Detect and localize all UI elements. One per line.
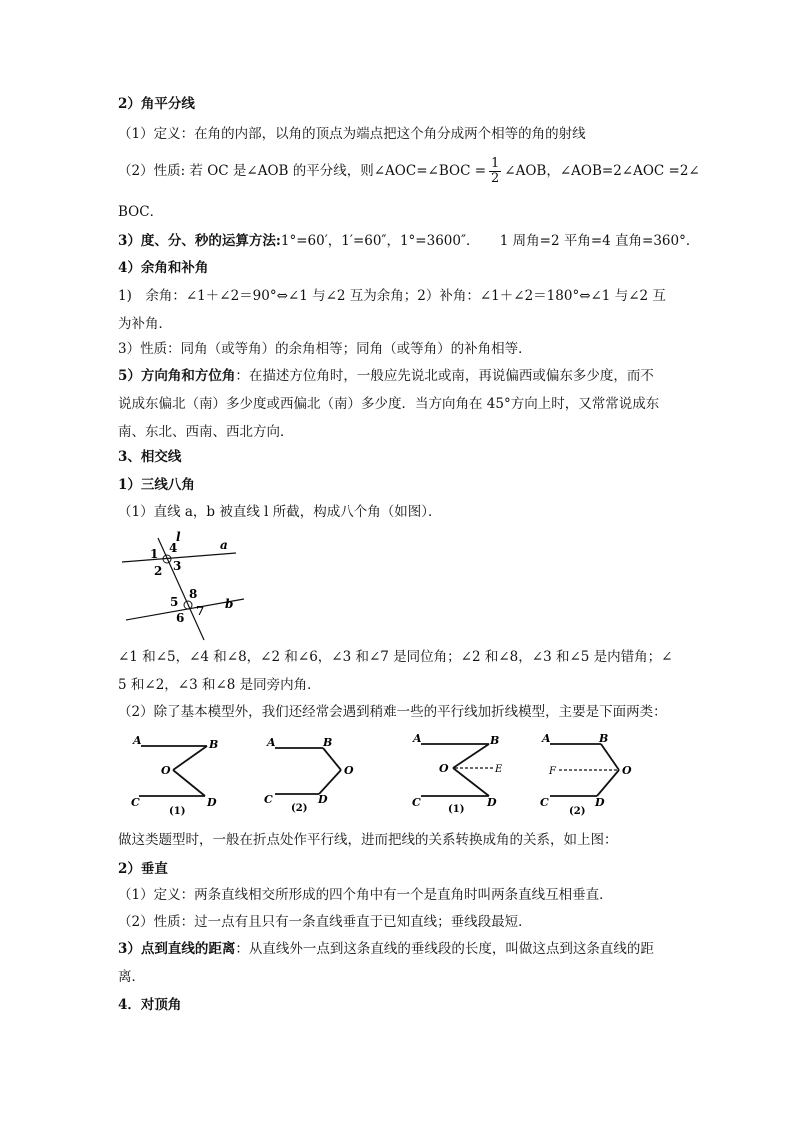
direction-angle-line-2: 说成东偏北（南）多少度或西偏北（南）多少度．当方向角在 45°方向上时，又常常说成东 (118, 396, 660, 412)
section-title-bisector: 2）角平分线 (118, 96, 195, 112)
label-D: D (207, 796, 217, 809)
angle-relations-line-1: ∠1 和∠5，∠4 和∠8，∠2 和∠6，∠3 和∠7 是同位角；∠2 和∠8，∠3 和∠5 是内错角；∠ (118, 649, 673, 665)
angle-label-2: 2 (154, 564, 163, 578)
complementary-property: 3）性质：同角（或等角）的余角相等；同角（或等角）的补角相等． (118, 341, 532, 357)
label-A: A (542, 732, 551, 745)
angle-relations-line-2: 5 和∠2，∠3 和∠8 是同旁内角． (118, 677, 321, 693)
label-C: C (412, 796, 421, 809)
angle-label-6: 6 (176, 611, 185, 625)
direction-angle-line-1 (118, 367, 654, 385)
bisector-definition: （1）定义：在角的内部，以角的顶点为端点把这个角分成两个相等的角的射线 (118, 126, 586, 142)
angle-label-8: 8 (189, 587, 198, 601)
bisector-property (118, 157, 700, 186)
label-B: B (323, 736, 333, 749)
chapter-title-intersecting-lines: 3、相交线 (118, 449, 182, 465)
model-bracket-shape (264, 736, 354, 814)
model-z-shape-auxiliary (412, 732, 503, 815)
degree-conversion-label: 3）度、分、秒的运算方法: (118, 233, 281, 249)
subsection-title-three-lines: 1）三线八角 (118, 477, 195, 493)
model-z-shape (131, 734, 218, 817)
label-l: l (176, 530, 181, 544)
angle-label-5: 5 (170, 595, 179, 609)
label-C: C (131, 796, 140, 809)
caption-2: (2) (569, 806, 586, 817)
label-B: B (599, 732, 609, 745)
label-E: E (495, 764, 503, 775)
section-title-complementary: 4）余角和补角 (118, 260, 209, 276)
degree-conversion (118, 232, 699, 250)
complementary-line-2: 为补角． (118, 316, 172, 332)
bisector-property-text-a: （2）性质: 若 OC 是∠AOB 的平分线，则∠AOC=∠BOC = (118, 163, 486, 179)
angle-label-3: 3 (173, 559, 182, 573)
fraction-numerator: 1 (491, 156, 500, 171)
label-A: A (267, 736, 276, 749)
label-D: D (595, 796, 605, 809)
label-C: C (264, 793, 273, 806)
bisector-property-continued: BOC． (118, 204, 164, 220)
caption-1: (1) (448, 804, 465, 815)
label-D: D (487, 796, 497, 809)
label-O: O (622, 764, 632, 777)
point-line-distance-label: 3）点到直线的距离 (118, 941, 236, 957)
label-O: O (344, 764, 354, 777)
label-A: A (413, 732, 422, 745)
subsection-title-perpendicular: 2）垂直 (118, 861, 168, 877)
parallel-fold-models-intro: （2）除了基本模型外，我们还经常会遇到稍难一些的平行线加折线模型，主要是下面两类： (118, 704, 667, 720)
direction-angle-text: ：在描述方位角时，一般应先说北或南，再说偏西或偏东多少度，而不 (235, 368, 654, 384)
label-D: D (318, 793, 328, 806)
perpendicular-definition: （1）定义：两条直线相交所形成的四个角中有一个是直角时叫两条直线互相垂直． (118, 887, 613, 903)
parallel-fold-models-figure (125, 730, 645, 820)
angle-label-7: 7 (196, 604, 205, 618)
label-B: B (490, 734, 500, 747)
fold-model-method: 做这类题型时，一般在折点处作平行线，进而把线的关系转换成角的关系，如上图： (118, 832, 618, 848)
direction-angle-label: 5）方向角和方位角 (118, 368, 236, 384)
perpendicular-property: （2）性质：过一点有且只有一条直线垂直于已知直线；垂线段最短． (118, 914, 532, 930)
label-b: b (225, 597, 234, 611)
caption-1: (1) (169, 806, 186, 817)
model-bracket-shape-auxiliary (540, 732, 632, 817)
three-lines-intro: （1）直线 a，b 被直线 l 所截，构成八个角（如图）． (118, 504, 442, 520)
bisector-property-text-b: ∠AOB，∠AOB=2∠AOC =2∠ (504, 163, 700, 179)
three-lines-eight-angles-figure (118, 528, 248, 643)
label-O: O (161, 764, 171, 777)
point-line-distance-line-1 (118, 940, 654, 958)
point-line-distance-text: ：从直线外一点到这条直线的垂线段的长度，叫做这点到这条直线的距 (235, 941, 654, 957)
label-a: a (220, 538, 228, 552)
complementary-line-1: 1) 余角：∠1＋∠2＝90°⇔∠1 与∠2 互为余角；2）补角：∠1＋∠2＝180°⇔∠1 与∠2 互 (118, 288, 666, 304)
caption-2: (2) (291, 803, 308, 814)
half-fraction (489, 157, 501, 186)
label-F: F (549, 766, 556, 777)
point-line-distance-line-2: 离． (118, 969, 145, 985)
chapter-title-vertical-angles: 4．对顶角 (118, 997, 182, 1013)
fraction-denominator: 2 (491, 171, 500, 186)
label-B: B (209, 738, 219, 751)
angle-label-1: 1 (150, 547, 159, 561)
direction-angle-line-3: 南、东北、西南、西北方向． (118, 424, 294, 440)
label-O: O (439, 762, 449, 775)
label-A: A (133, 734, 142, 747)
angle-label-4: 4 (169, 541, 178, 555)
label-C: C (540, 796, 549, 809)
degree-conversion-text: 1°=60′，1′=60″，1°=3600″． 1 周角=2 平角=4 直角=360°． (280, 233, 700, 249)
